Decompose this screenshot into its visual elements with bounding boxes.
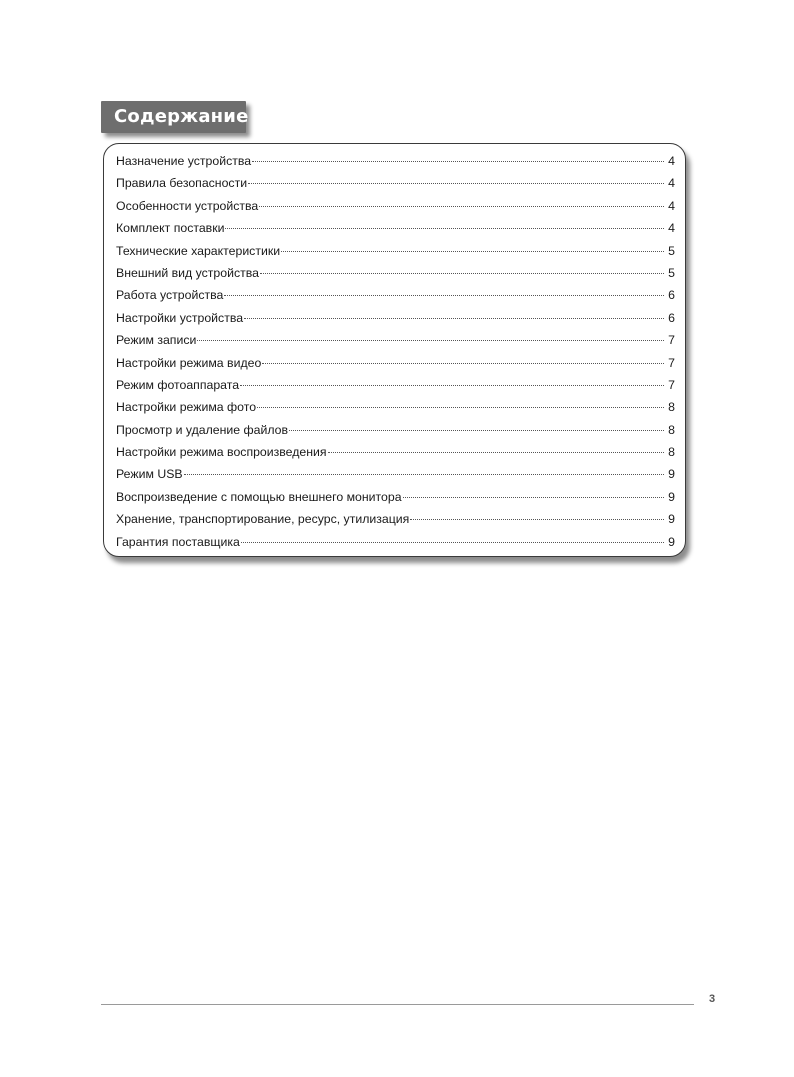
toc-entry[interactable] — [116, 419, 675, 441]
toc-entry-title: Гарантия поставщика — [116, 534, 240, 549]
toc-dot-leader — [248, 183, 664, 184]
toc-entry-page: 4 — [668, 154, 675, 168]
toc-dot-leader — [225, 228, 664, 229]
toc-entry-title: Внешний вид устройства — [116, 265, 259, 280]
toc-dot-leader — [257, 407, 664, 408]
toc-entry-page: 9 — [668, 467, 675, 482]
toc-entry-title: Настройки режима видео — [116, 355, 262, 370]
toc-dot-leader — [260, 273, 664, 274]
footer-divider — [101, 1004, 694, 1005]
toc-dot-leader — [184, 474, 664, 475]
toc-dot-leader — [241, 542, 664, 543]
toc-entry-title: Настройки устройства — [116, 310, 244, 325]
toc-entry-page: 8 — [668, 400, 675, 415]
toc-entry-page: 7 — [668, 377, 675, 392]
toc-dot-leader — [410, 519, 664, 520]
toc-entry[interactable] — [116, 195, 675, 217]
table-of-contents — [103, 143, 686, 557]
toc-entry-page: 4 — [668, 176, 675, 191]
toc-entry-title: Режим USB — [116, 467, 183, 482]
toc-entry-page: 9 — [668, 534, 675, 549]
toc-entry[interactable] — [116, 262, 675, 284]
toc-entry[interactable] — [116, 240, 675, 262]
toc-entry-title: Назначение устройства — [116, 154, 252, 168]
toc-entry[interactable] — [116, 150, 675, 172]
toc-entry-title: Режим фотоаппарата — [116, 377, 240, 392]
toc-entry-title: Режим записи — [116, 333, 197, 348]
toc-entry[interactable] — [116, 463, 675, 485]
toc-entry-page: 9 — [668, 512, 675, 527]
toc-dot-leader — [328, 452, 664, 453]
toc-entry[interactable] — [116, 374, 675, 396]
section-heading-tab — [101, 101, 249, 133]
toc-entry-page: 5 — [668, 265, 675, 280]
toc-entry-title: Технические характеристики — [116, 243, 281, 258]
toc-dot-leader — [289, 430, 664, 431]
toc-entry-page: 7 — [668, 355, 675, 370]
toc-entry-page: 4 — [668, 221, 675, 236]
toc-dot-leader — [259, 206, 664, 207]
toc-entry[interactable] — [116, 217, 675, 239]
toc-dot-leader — [197, 340, 664, 341]
toc-entry-page: 8 — [668, 445, 675, 460]
toc-entry-page: 6 — [668, 288, 675, 303]
toc-list — [116, 150, 675, 553]
toc-entry-page: 5 — [668, 243, 675, 258]
toc-dot-leader — [252, 161, 664, 162]
toc-entry[interactable] — [116, 486, 675, 508]
toc-entry[interactable] — [116, 352, 675, 374]
toc-entry-title: Правила безопасности — [116, 176, 248, 191]
toc-entry[interactable] — [116, 172, 675, 194]
page-number: 3 — [709, 993, 716, 1005]
toc-entry-page: 4 — [668, 198, 675, 213]
toc-entry-title: Просмотр и удаление файлов — [116, 422, 289, 437]
toc-entry[interactable] — [116, 441, 675, 463]
toc-entry-title: Настройки режима воспроизведения — [116, 445, 327, 460]
toc-entry-title: Настройки режима фото — [116, 400, 257, 415]
page-title: Содержание — [114, 106, 249, 127]
toc-dot-leader — [403, 497, 664, 498]
toc-entry-page: 8 — [668, 422, 675, 437]
toc-entry-title: Работа устройства — [116, 288, 224, 303]
toc-entry-title: Хранение, транспортирование, ресурс, утилизация — [116, 512, 410, 527]
toc-entry[interactable] — [116, 531, 675, 553]
toc-entry[interactable] — [116, 307, 675, 329]
toc-dot-leader — [240, 385, 664, 386]
toc-entry[interactable] — [116, 396, 675, 418]
toc-dot-leader — [244, 318, 664, 319]
toc-entry-page: 6 — [668, 310, 675, 325]
toc-entry-page: 7 — [668, 333, 675, 348]
toc-entry-page: 9 — [668, 489, 675, 504]
toc-entry[interactable] — [116, 284, 675, 306]
toc-dot-leader — [224, 295, 664, 296]
toc-entry-title: Воспроизведение с помощью внешнего монитора — [116, 489, 402, 504]
toc-dot-leader — [281, 251, 664, 252]
toc-dot-leader — [262, 363, 664, 364]
toc-entry-title: Комплект поставки — [116, 221, 225, 236]
toc-entry[interactable] — [116, 508, 675, 530]
toc-entry[interactable] — [116, 329, 675, 351]
toc-entry-title: Особенности устройства — [116, 198, 259, 213]
